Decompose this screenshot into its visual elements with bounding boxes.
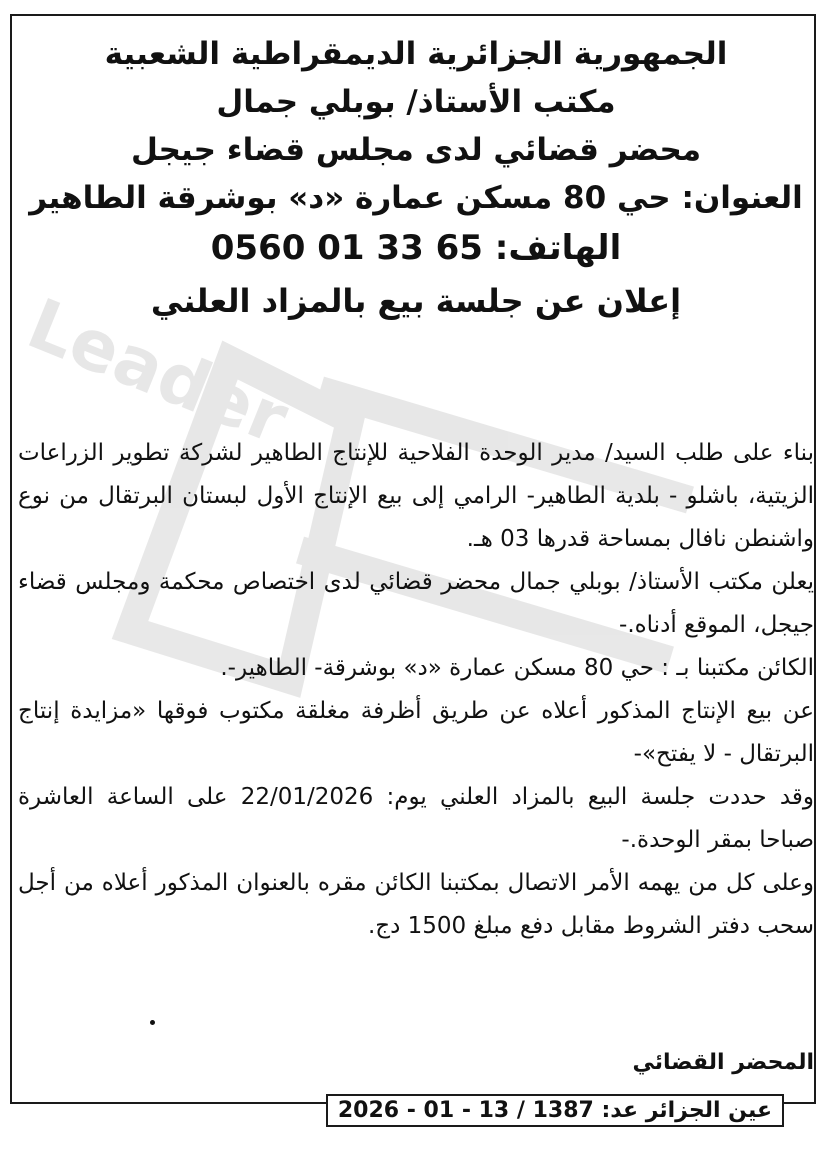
paragraph-request: بناء على طلب السيد/ مدير الوحدة الفلاحية للإنتاج الطاهير لشركة تطوير الزراعات الزيتية، باشلو - بلدية الطاهير- الرامي إلى بيع الإنتاج الأول لبستان البرتقال من نوع واشنطن نافال بمساحة قدرها 03 هـ. (18, 440, 814, 552)
notice-body (18, 432, 814, 948)
office-address: العنوان: حي 80 مسكن عمارة «د» بوشرقة الطاهير (29, 180, 803, 217)
office-name: مكتب الأستاذ/ بوبلي جمال (216, 84, 616, 121)
notice-title: إعلان عن جلسة بيع بالمزاد العلني (150, 281, 682, 320)
ink-dot (150, 1020, 155, 1025)
watermark-lettering: Leader (16, 282, 300, 461)
paragraph-announcement: يعلن مكتب الأستاذ/ بوبلي جمال محضر قضائي لدى اختصاص محكمة ومجلس قضاء جيجل، الموقع أدناه.- (18, 569, 814, 638)
republic-title: الجمهورية الجزائرية الديمقراطية الشعبية (104, 36, 728, 72)
notice-header (14, 30, 818, 326)
paragraph-sale-method: عن بيع الإنتاج المذكور أعلاه عن طريق أظرفة مغلقة مكتوب فوقها «مزايدة إنتاج البرتقال - لا يفتح»- (18, 698, 814, 767)
signature: المحضر القضائي (632, 1050, 814, 1075)
bailiff-role: محضر قضائي لدى مجلس قضاء جيجل (130, 132, 702, 169)
paragraph-auction-date: وقد حددت جلسة البيع بالمزاد العلني يوم: 22/01/2026 على الساعة العاشرة صباحا بمقر الوحدة.- (18, 784, 814, 853)
paragraph-contact: وعلى كل من يهمه الأمر الاتصال بمكتبنا الكائن مقره بالعنوان المذكور أعلاه من أجل سحب دفتر الشروط مقابل دفع مبلغ 1500 دج. (18, 870, 814, 939)
publication-reference: عين الجزائر عد: 1387 / 13 - 01 - 2026 (326, 1094, 784, 1127)
office-phone: الهاتف: 65 33 01 0560 (210, 228, 622, 269)
paragraph-office-location: الكائن مكتبنا بـ : حي 80 مسكن عمارة «د» بوشرقة- الطاهير-. (220, 655, 814, 681)
